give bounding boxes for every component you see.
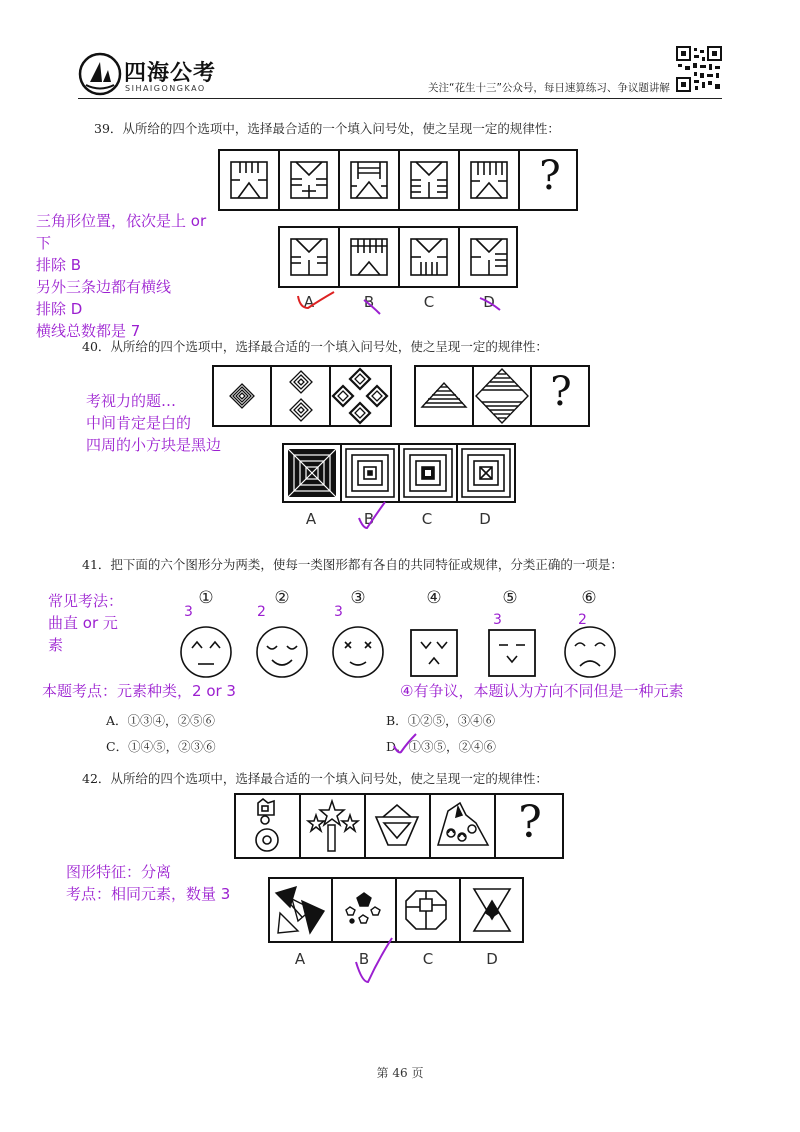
q40-question-mark: ? xyxy=(550,369,572,415)
q41-face-1 xyxy=(178,624,234,680)
q41-figure-number-2: ② xyxy=(274,588,290,608)
q39-option-label-a: A xyxy=(303,293,315,311)
q39-option-figures xyxy=(278,226,518,288)
q41-figure-number-5: ⑤ xyxy=(502,588,518,608)
q41-face-6 xyxy=(562,624,618,680)
q42-sequence xyxy=(234,793,564,859)
q41-choice-a[interactable]: A．①③④，②⑤⑥ xyxy=(106,713,216,728)
q39-note-line: 三角形位置，依次是上 or xyxy=(36,212,207,230)
q39-option-label-b: B xyxy=(363,293,375,311)
q42-question-mark: ? xyxy=(518,797,542,848)
q39-text: 39．从所给的四个选项中，选择最合适的一个填入问号处，使之呈现一定的规律性： xyxy=(94,121,560,136)
q39-notes xyxy=(36,210,236,342)
q39-sequence xyxy=(218,149,578,211)
q39-note-line: 排除 D xyxy=(36,300,83,318)
q39-strike-b xyxy=(362,296,382,316)
q41-note-line: 素 xyxy=(48,636,64,654)
q41-count-6: 2 xyxy=(578,612,587,628)
q41-count-2: 2 xyxy=(257,604,266,620)
q39-note-line: 排除 B xyxy=(36,256,82,274)
q42-text: 42．从所给的四个选项中，选择最合适的一个填入问号处，使之呈现一定的规律性： xyxy=(82,771,548,786)
q41-figure-number-3: ③ xyxy=(350,588,366,608)
q39-note-line: 横线总数都是 7 xyxy=(36,322,141,340)
q40-note-line: 考视力的题… xyxy=(86,392,177,410)
q39-check-mark-a xyxy=(290,286,338,314)
q40-options xyxy=(282,443,516,503)
q39-note-line: 下 xyxy=(36,234,52,252)
q42-option-figures xyxy=(268,877,524,943)
q41-note-line: 曲直 or 元 xyxy=(48,614,118,632)
q42-option-label-c: C xyxy=(422,950,434,968)
q41-count-3: 3 xyxy=(334,604,343,620)
q39-options xyxy=(278,226,518,288)
header-rule xyxy=(78,98,722,99)
page-number: 第 46 页 xyxy=(376,1066,424,1080)
qr-code-icon xyxy=(676,46,722,92)
q41-figure-number-6: ⑥ xyxy=(581,588,597,608)
q41-face-2 xyxy=(254,624,310,680)
q42-note-line: 考点：相同元素，数量 3 xyxy=(66,885,231,903)
q41-note-line: 常见考法： xyxy=(48,592,124,610)
q40-note-line: 中间肯定是白的 xyxy=(86,414,192,432)
q41-face-4 xyxy=(409,628,459,678)
q41-figure-number-4: ④ xyxy=(426,588,442,608)
q39-note-line: 另外三条边都有横线 xyxy=(36,278,172,296)
q40-option-label-b: B xyxy=(363,510,375,528)
q41-count-5: 3 xyxy=(493,612,502,628)
q42-options xyxy=(268,877,524,943)
q41-note-dispute: ④有争议，本题认为方向不同但是一种元素 xyxy=(400,682,684,700)
q41-choice-d[interactable]: D．①③⑤，②④⑥ xyxy=(386,739,497,754)
logo-title: 四海公考 xyxy=(124,61,217,86)
q40-option-label-c: C xyxy=(421,510,433,528)
q42-option-label-a: A xyxy=(294,950,306,968)
q41-choice-c[interactable]: C．①④⑤，②③⑥ xyxy=(106,739,216,754)
q40-sequence-right xyxy=(414,365,590,427)
q40-text: 40．从所给的四个选项中，选择最合适的一个填入问号处，使之呈现一定的规律性： xyxy=(82,339,548,354)
logo-subtitle: SIHAIGONGKAO xyxy=(125,84,206,93)
q39-option-label-c: C xyxy=(423,293,435,311)
q41-choice-b[interactable]: B．①②⑤，③④⑥ xyxy=(386,713,496,728)
q41-count-1: 3 xyxy=(184,604,193,620)
q41-note-point: 本题考点：元素种类，2 or 3 xyxy=(42,682,236,700)
q40-notes xyxy=(86,390,266,456)
q40-option-figures xyxy=(282,443,516,503)
q41-check-mark-d xyxy=(392,732,418,756)
logo-icon xyxy=(78,52,122,96)
q41-text: 41．把下面的六个图形分为两类，使每一类图形都有各自的共同特征或规律，分类正确的一项是： xyxy=(82,557,623,572)
q42-check-mark-b xyxy=(352,936,396,986)
q42-option-label-d: D xyxy=(486,950,498,968)
q40-note-line: 四周的小方块是黑边 xyxy=(86,436,222,454)
q39-option-label-d: D xyxy=(483,293,495,311)
q39-question-mark: ? xyxy=(539,153,561,199)
q42-note-line: 图形特征：分离 xyxy=(66,863,172,881)
q41-face-5 xyxy=(487,628,537,678)
header-notice: 关注“花生十三”公众号，每日速算练习、争议题讲解 xyxy=(428,82,670,94)
q41-face-3 xyxy=(330,624,386,680)
q40-option-label-d: D xyxy=(479,510,491,528)
q42-notes xyxy=(66,861,276,905)
q41-notes-left xyxy=(48,590,168,656)
header xyxy=(0,0,800,100)
q41-figure-number-1: ① xyxy=(198,588,214,608)
q39-strike-d xyxy=(478,294,504,314)
q39-sequence-figures xyxy=(218,149,578,211)
q40-check-mark-b xyxy=(355,500,389,532)
q40-option-label-a: A xyxy=(305,510,317,528)
q42-option-label-b: B xyxy=(358,950,370,968)
